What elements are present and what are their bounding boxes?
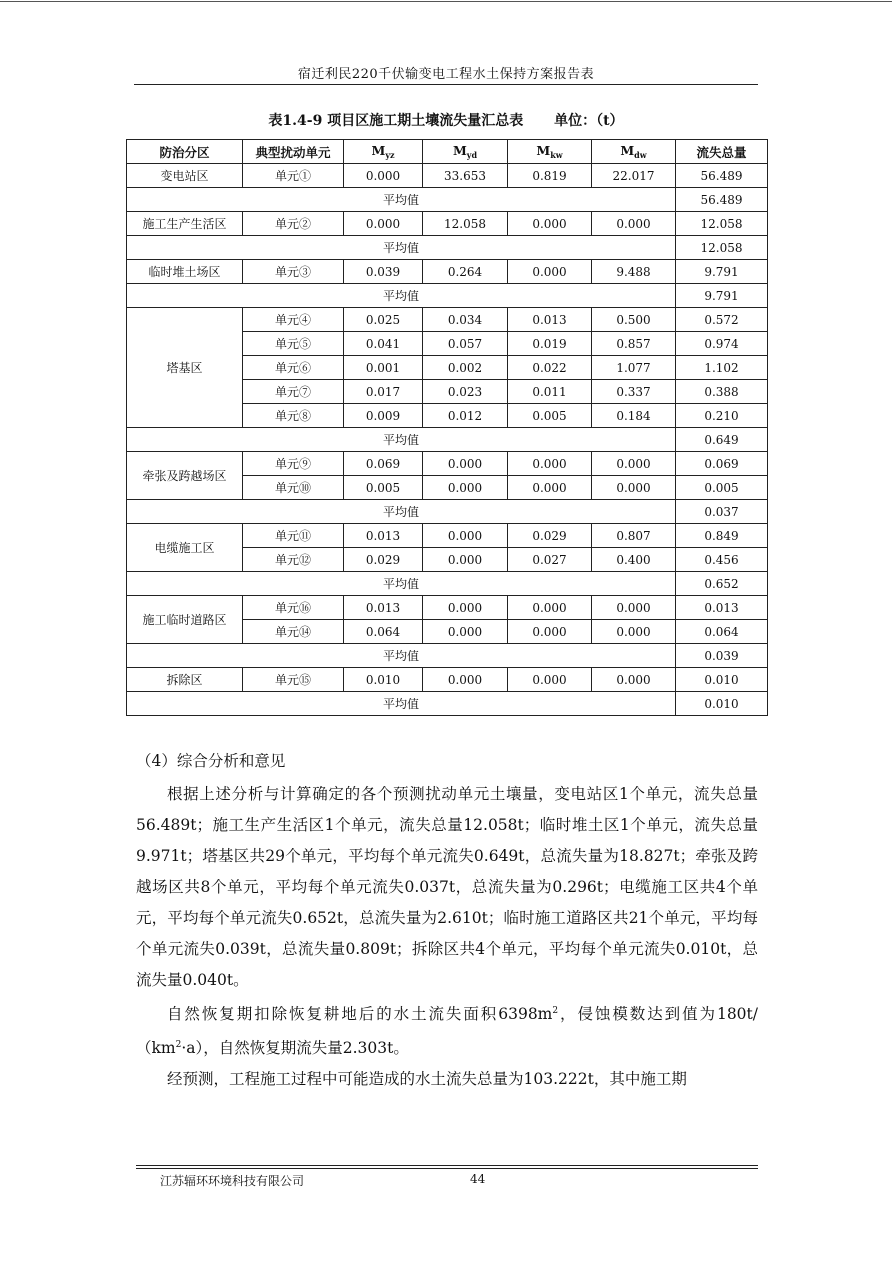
myz-cell: 0.000 — [344, 164, 423, 188]
unit-cell: 单元⑥ — [243, 356, 344, 380]
myd-cell: 0.000 — [423, 452, 508, 476]
myd-cell: 0.000 — [423, 476, 508, 500]
soil-loss-summary-table — [126, 139, 768, 716]
average-row — [127, 188, 768, 212]
mkw-cell: 0.027 — [508, 548, 592, 572]
total-cell: 1.102 — [676, 356, 768, 380]
mdw-cell: 0.857 — [592, 332, 676, 356]
average-label: 平均值 — [127, 284, 676, 308]
myd-cell: 0.012 — [423, 404, 508, 428]
myz-cell: 0.069 — [344, 452, 423, 476]
total-cell: 0.849 — [676, 524, 768, 548]
total-cell: 0.064 — [676, 620, 768, 644]
unit-cell: 单元④ — [243, 308, 344, 332]
myd-cell: 0.034 — [423, 308, 508, 332]
unit-cell: 单元⑫ — [243, 548, 344, 572]
myz-cell: 0.000 — [344, 212, 423, 236]
mkw-cell: 0.819 — [508, 164, 592, 188]
page-top-border — [0, 1, 892, 2]
myd-cell: 0.264 — [423, 260, 508, 284]
average-label: 平均值 — [127, 500, 676, 524]
myz-cell: 0.005 — [344, 476, 423, 500]
mkw-cell: 0.029 — [508, 524, 592, 548]
mdw-cell: 9.488 — [592, 260, 676, 284]
table-caption — [0, 110, 892, 130]
myz-cell: 0.039 — [344, 260, 423, 284]
total-cell: 0.005 — [676, 476, 768, 500]
mkw-cell: 0.022 — [508, 356, 592, 380]
mkw-cell: 0.000 — [508, 212, 592, 236]
total-cell: 0.069 — [676, 452, 768, 476]
mdw-cell: 1.077 — [592, 356, 676, 380]
unit-cell: 单元③ — [243, 260, 344, 284]
footer-rule — [136, 1168, 758, 1169]
mdw-cell: 0.807 — [592, 524, 676, 548]
zone-cell: 变电站区 — [127, 164, 243, 188]
section-heading: （4）综合分析和意见 — [136, 752, 286, 770]
mkw-cell: 0.013 — [508, 308, 592, 332]
zone-cell: 牵张及跨越场区 — [127, 452, 243, 500]
average-value: 0.649 — [676, 428, 768, 452]
myd-cell: 0.000 — [423, 668, 508, 692]
mdw-cell: 22.017 — [592, 164, 676, 188]
table-row — [127, 212, 768, 236]
zone-cell: 施工生产生活区 — [127, 212, 243, 236]
unit-cell: 单元⑧ — [243, 404, 344, 428]
myd-cell: 0.057 — [423, 332, 508, 356]
header-rule — [134, 84, 758, 85]
average-row — [127, 572, 768, 596]
zone-cell: 电缆施工区 — [127, 524, 243, 572]
mdw-cell: 0.500 — [592, 308, 676, 332]
analysis-paragraph-2: 自然恢复期扣除恢复耕地后的水土流失面积$6398m^2$，侵蚀模数达到值为$180t/(km^2\cdot a)$，自然恢复期流失量2.303t。 — [136, 1005, 758, 1058]
unit-cell: 单元⑭ — [243, 620, 344, 644]
unit-cell: 单元⑦ — [243, 380, 344, 404]
myz-cell: 0.025 — [344, 308, 423, 332]
total-cell: 0.210 — [676, 404, 768, 428]
table-row — [127, 668, 768, 692]
col-header-myz: $M_{yz}$ — [344, 140, 423, 164]
average-value: 12.058 — [676, 236, 768, 260]
average-value: 56.489 — [676, 188, 768, 212]
mkw-cell: 0.011 — [508, 380, 592, 404]
table-row — [127, 524, 768, 548]
average-row — [127, 500, 768, 524]
mdw-cell: 0.000 — [592, 452, 676, 476]
footer-rule — [136, 1165, 758, 1166]
table-row — [127, 308, 768, 332]
mkw-cell: 0.000 — [508, 476, 592, 500]
myd-cell: 33.653 — [423, 164, 508, 188]
average-value: 0.652 — [676, 572, 768, 596]
unit-cell: 单元② — [243, 212, 344, 236]
myd-cell: 12.058 — [423, 212, 508, 236]
average-row — [127, 428, 768, 452]
myz-cell: 0.013 — [344, 596, 423, 620]
average-label: 平均值 — [127, 692, 676, 716]
col-header-zone: 防治分区 — [127, 140, 243, 164]
total-cell: 0.013 — [676, 596, 768, 620]
col-header-unit: 典型扰动单元 — [243, 140, 344, 164]
mdw-cell: 0.000 — [592, 476, 676, 500]
zone-cell: 施工临时道路区 — [127, 596, 243, 644]
mkw-cell: 0.000 — [508, 260, 592, 284]
total-cell: 0.388 — [676, 380, 768, 404]
zone-cell: 拆除区 — [127, 668, 243, 692]
myz-cell: 0.064 — [344, 620, 423, 644]
total-cell: 0.974 — [676, 332, 768, 356]
table-row — [127, 452, 768, 476]
unit-cell: 单元① — [243, 164, 344, 188]
myd-cell: 0.000 — [423, 548, 508, 572]
average-row — [127, 644, 768, 668]
mkw-cell: 0.000 — [508, 596, 592, 620]
unit-cell: 单元⑩ — [243, 476, 344, 500]
table-row — [127, 164, 768, 188]
average-row — [127, 284, 768, 308]
mdw-cell: 0.337 — [592, 380, 676, 404]
average-row — [127, 692, 768, 716]
table-row — [127, 260, 768, 284]
page-header-title: 宿迁利民220千伏输变电工程水土保持方案报告表 — [297, 67, 595, 82]
unit-cell: 单元⑮ — [243, 668, 344, 692]
mkw-cell: 0.000 — [508, 452, 592, 476]
myz-cell: 0.029 — [344, 548, 423, 572]
total-cell: 12.058 — [676, 212, 768, 236]
unit-cell: 单元⑪ — [243, 524, 344, 548]
myz-cell: 0.041 — [344, 332, 423, 356]
average-label: 平均值 — [127, 644, 676, 668]
analysis-paragraph-3: 经预测，工程施工过程中可能造成的水土流失总量为103.222t，其中施工期 — [167, 1070, 687, 1089]
mdw-cell: 0.184 — [592, 404, 676, 428]
myd-cell: 0.002 — [423, 356, 508, 380]
total-cell: 0.456 — [676, 548, 768, 572]
myz-cell: 0.013 — [344, 524, 423, 548]
col-header-mkw: $M_{kw}$ — [508, 140, 592, 164]
average-value: 0.037 — [676, 500, 768, 524]
mkw-cell: 0.019 — [508, 332, 592, 356]
mdw-cell: 0.000 — [592, 212, 676, 236]
average-value: 0.039 — [676, 644, 768, 668]
analysis-paragraph-1: 根据上述分析与计算确定的各个预测扰动单元土壤量，变电站区1个单元，流失总量56.489t；施工生产生活区1个单元，流失总量12.058t；临时堆土区1个单元，流失总量9.971t；塔基区共29个单元，平均每个单元流失0.649t，总流失量为18.827t；牵张及跨越场区共8个单元，平均每个单元流失0.037t，总流失量为0.296t；电缆施工区共4个单元，平均每个单元流失0.652t，总流失量为2.610t；临时施工道路区共21个单元，平均每个单元流失0.039t，总流失量0.809t；拆除区共4个单元，平均每个单元流失0.010t，总流失量0.040t。 — [136, 785, 758, 989]
footer-company: 江苏辐环环境科技有限公司 — [160, 1174, 305, 1188]
zone-cell: 塔基区 — [127, 308, 243, 428]
myd-cell: 0.000 — [423, 524, 508, 548]
myz-cell: 0.010 — [344, 668, 423, 692]
total-cell: 9.791 — [676, 260, 768, 284]
average-row — [127, 236, 768, 260]
total-cell: 0.572 — [676, 308, 768, 332]
total-cell: 56.489 — [676, 164, 768, 188]
myz-cell: 0.009 — [344, 404, 423, 428]
mdw-cell: 0.000 — [592, 596, 676, 620]
unit-cell: 单元⑤ — [243, 332, 344, 356]
unit-cell: 单元⑨ — [243, 452, 344, 476]
myd-cell: 0.023 — [423, 380, 508, 404]
unit-cell: 单元⑯ — [243, 596, 344, 620]
table-header-row — [127, 140, 768, 164]
page-number: 44 — [470, 1172, 486, 1186]
average-value: 9.791 — [676, 284, 768, 308]
myz-cell: 0.017 — [344, 380, 423, 404]
mdw-cell: 0.000 — [592, 620, 676, 644]
average-label: 平均值 — [127, 428, 676, 452]
myd-cell: 0.000 — [423, 596, 508, 620]
col-header-myd: $M_{yd}$ — [423, 140, 508, 164]
average-label: 平均值 — [127, 188, 676, 212]
table-unit-label: 单位：（t） — [554, 113, 624, 129]
average-value: 0.010 — [676, 692, 768, 716]
mdw-cell: 0.000 — [592, 668, 676, 692]
mkw-cell: 0.005 — [508, 404, 592, 428]
myd-cell: 0.000 — [423, 620, 508, 644]
col-header-total: 流失总量 — [676, 140, 768, 164]
analysis-section — [136, 746, 758, 1095]
myz-cell: 0.001 — [344, 356, 423, 380]
total-cell: 0.010 — [676, 668, 768, 692]
average-label: 平均值 — [127, 572, 676, 596]
mkw-cell: 0.000 — [508, 620, 592, 644]
col-header-mdw: $M_{dw}$ — [592, 140, 676, 164]
table-caption-text: 表1.4-9 项目区施工期土壤流失量汇总表 — [268, 113, 524, 129]
mdw-cell: 0.400 — [592, 548, 676, 572]
zone-cell: 临时堆土场区 — [127, 260, 243, 284]
table-row — [127, 596, 768, 620]
mkw-cell: 0.000 — [508, 668, 592, 692]
average-label: 平均值 — [127, 236, 676, 260]
